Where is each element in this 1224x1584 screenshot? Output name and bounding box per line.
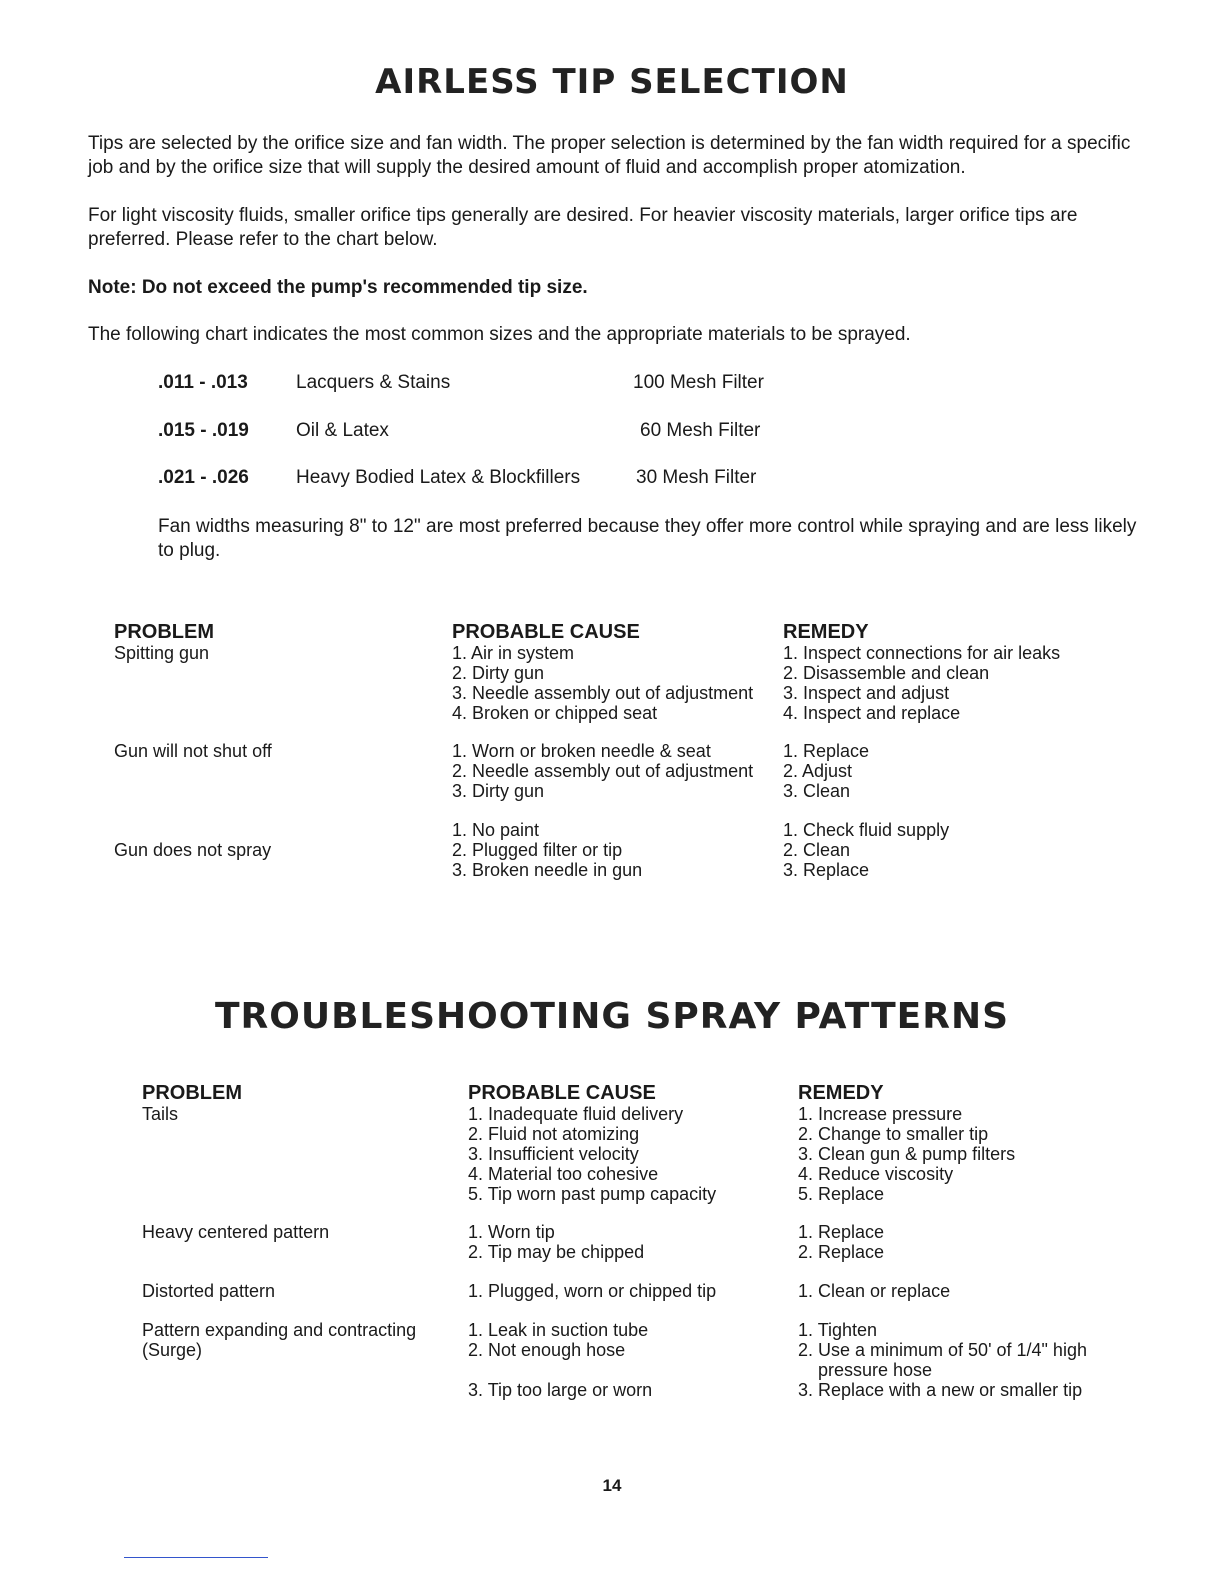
tip-filter: 100 Mesh Filter [633, 372, 764, 393]
problem-cell [142, 1281, 275, 1301]
remedy-item: 5. Replace [798, 1184, 885, 1204]
problem-line: Tails [142, 1104, 179, 1124]
remedy-item: 1. Increase pressure [798, 1104, 963, 1124]
problem-line: Heavy centered pattern [142, 1222, 330, 1242]
remedy-item: 3. Clean [783, 781, 851, 801]
cause-item: 3. Tip too large or worn [468, 1380, 653, 1400]
remedy-item: 3. Clean gun & pump filters [798, 1144, 1016, 1164]
cause-list [452, 820, 642, 880]
cause-item: 3. Broken needle in gun [452, 860, 643, 880]
cause-item: 1. Worn or broken needle & seat [452, 741, 711, 761]
cause-item: 1. Inadequate fluid delivery [468, 1104, 684, 1124]
cause-item: 2. Dirty gun [452, 663, 545, 683]
problem-cell [142, 1320, 416, 1360]
cause-item: 1. Leak in suction tube [468, 1320, 649, 1340]
tip-material: Heavy Bodied Latex & Blockfillers [296, 467, 581, 488]
remedy-item: 1. Tighten [798, 1320, 878, 1340]
remedy-item: 2. Adjust [783, 761, 853, 781]
footer-divider [124, 1557, 268, 1558]
remedy-item: 4. Reduce viscosity [798, 1164, 954, 1184]
remedy-item: 2. Change to smaller tip [798, 1124, 989, 1144]
tip-size: .011 - .013 [158, 372, 248, 393]
cause-list [468, 1281, 716, 1301]
page-title-tip-selection: AIRLESS TIP SELECTION [375, 62, 849, 102]
remedy-list [783, 741, 869, 801]
remedy-list [783, 643, 1060, 723]
remedy-item: 2. Clean [783, 840, 851, 860]
cause-item: 2. Needle assembly out of adjustment [452, 761, 754, 781]
remedy-item: 1. Inspect connections for air leaks [783, 643, 1061, 663]
cause-list [468, 1104, 716, 1204]
tip-filter: 30 Mesh Filter [636, 467, 757, 488]
problem-cell: Gun does not spray [114, 840, 272, 860]
remedy-item: 3. Replace with a new or smaller tip [798, 1380, 1083, 1400]
cause-item: 2. Fluid not atomizing [468, 1124, 640, 1144]
cause-item: 3. Insufficient velocity [468, 1144, 639, 1164]
remedy-list [798, 1281, 950, 1301]
chart-intro: The following chart indicates the most common sizes and the appropriate materials to be sprayed. [88, 324, 911, 345]
intro-paragraph-1: Tips are selected by the orifice size and fan width. The proper selection is determined by the fan width required for a specific job and by the orifice size that will supply the desired amount of fluid and accomplish proper atomization. [88, 133, 1131, 178]
remedy-item: 1. Replace [783, 741, 870, 761]
remedy-item: pressure hose [818, 1360, 933, 1380]
column-header-problem: PROBLEM [142, 1082, 242, 1104]
cause-item: 3. Dirty gun [452, 781, 545, 801]
cause-item: 4. Material too cohesive [468, 1164, 659, 1184]
problem-cell [142, 1222, 329, 1242]
cause-item: 2. Not enough hose [468, 1340, 626, 1360]
cause-item: 5. Tip worn past pump capacity [468, 1184, 717, 1204]
problem-cell [142, 1104, 178, 1124]
remedy-item: 2. Disassemble and clean [783, 663, 990, 683]
column-header-remedy: REMEDY [783, 621, 869, 643]
cause-list [452, 741, 753, 801]
warning-note: Note: Do not exceed the pump's recommended tip size. [88, 277, 588, 298]
intro-paragraph-2: For light viscosity fluids, smaller orifice tips generally are desired. For heavier viscosity materials, larger orifice tips are preferred. Please refer to the chart below. [88, 205, 1078, 250]
remedy-item: 1. Clean or replace [798, 1281, 951, 1301]
column-header-cause: PROBABLE CAUSE [452, 621, 640, 643]
cause-item: 1. Worn tip [468, 1222, 555, 1242]
tip-material: Lacquers & Stains [296, 372, 451, 393]
cause-item [468, 1360, 652, 1380]
remedy-item: 3. Inspect and adjust [783, 683, 950, 703]
cause-item: 1. No paint [452, 820, 540, 840]
cause-item: 4. Broken or chipped seat [452, 703, 658, 723]
cause-item: 1. Air in system [452, 643, 575, 663]
column-header-problem: PROBLEM [114, 621, 214, 643]
remedy-list [798, 1320, 1087, 1400]
tip-size: .021 - .026 [158, 467, 249, 488]
column-header-cause: PROBABLE CAUSE [468, 1082, 656, 1104]
cause-item: 1. Plugged, worn or chipped tip [468, 1281, 717, 1301]
fan-width-note: Fan widths measuring 8" to 12" are most preferred because they offer more control while spraying and are less likely to plug. [158, 516, 1137, 561]
remedy-item: 3. Replace [783, 860, 870, 880]
cause-list [468, 1222, 644, 1262]
remedy-item: 2. Use a minimum of 50' of 1/4" high [798, 1340, 1087, 1360]
column-header-remedy: REMEDY [798, 1082, 884, 1104]
problem-line: Pattern expanding and contracting [142, 1320, 417, 1340]
tip-size: .015 - .019 [158, 420, 249, 441]
problem-line: (Surge) [142, 1340, 203, 1360]
tip-material: Oil & Latex [296, 420, 389, 441]
remedy-item: 1. Replace [798, 1222, 885, 1242]
remedy-list [798, 1104, 1015, 1204]
cause-item: 2. Plugged filter or tip [452, 840, 623, 860]
cause-list [468, 1320, 652, 1400]
cause-item: 2. Tip may be chipped [468, 1242, 645, 1262]
page-title-spray-patterns: TROUBLESHOOTING SPRAY PATTERNS [214, 996, 1009, 1037]
cause-list [452, 643, 753, 723]
cause-item: 3. Needle assembly out of adjustment [452, 683, 754, 703]
tip-filter: 60 Mesh Filter [640, 420, 761, 441]
remedy-item: 4. Inspect and replace [783, 703, 961, 723]
page-number: 14 [602, 1476, 622, 1495]
remedy-item: 2. Replace [798, 1242, 885, 1262]
problem-cell: Spitting gun [114, 643, 210, 663]
remedy-list [798, 1222, 884, 1262]
remedy-list [783, 820, 949, 880]
remedy-item: 1. Check fluid supply [783, 820, 950, 840]
problem-cell: Gun will not shut off [114, 741, 272, 761]
problem-line: Distorted pattern [142, 1281, 276, 1301]
